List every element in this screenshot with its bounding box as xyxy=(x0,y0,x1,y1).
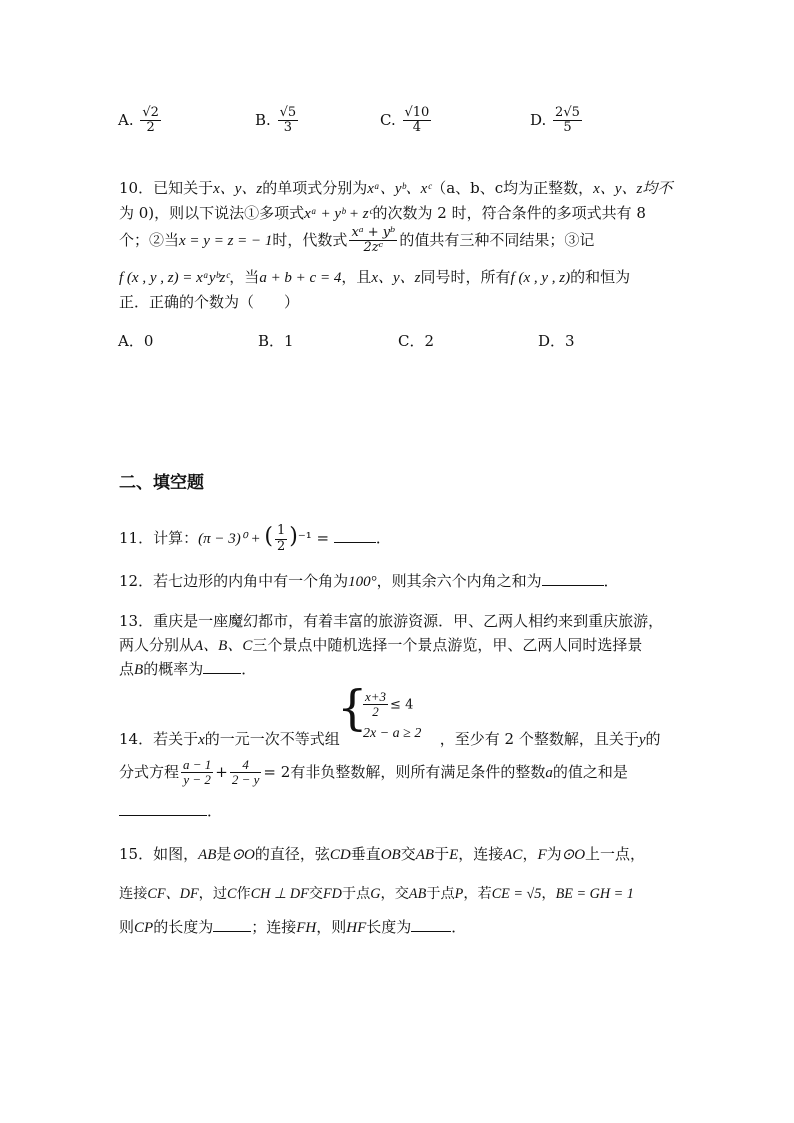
q15-answer-blank-2[interactable] xyxy=(411,931,451,932)
q10-line-1: 10．已知关于x、y、z的单项式分别为xᵃ、yᵇ、xᶜ（a、b、c均为正整数，x、y、z均不 xyxy=(119,179,673,197)
q10-line-5: 正．正确的个数为（ ） xyxy=(119,293,300,311)
q10-option-a[interactable]: A．0 xyxy=(118,332,154,350)
q10-line-4: f (x , y , z) = xᵃyᵇzᶜ，当a + b + c = 4，且x、y、z同号时，所有f (x , y , z)的和恒为 xyxy=(119,268,631,286)
q11-answer-blank[interactable] xyxy=(334,542,376,543)
q15-line-2: 连接CF、DF，过C作CH ⊥ DF交FD于点G，交AB于点P，若CE = √5，BE = GH = 1 xyxy=(119,886,634,902)
q13-line-2: 两人分别从A、B、C三个景点中随机选择一个景点游览，甲、乙两人同时选择景 xyxy=(119,636,643,654)
q15-line-1: 15．如图，AB是⊙O的直径，弦CD垂直OB交AB于E，连接AC，F为⊙O上一点， xyxy=(119,845,646,863)
section-heading: 二、填空题 xyxy=(119,473,204,493)
q9-option-d[interactable]: D. $\frac{2√5}{5}$ xyxy=(530,105,580,136)
question-12: 12．若七边形的内角中有一个角为100°，则其余六个内角之和为 ． xyxy=(119,572,619,590)
q9-option-a[interactable]: A. $\frac{√2}{2}$ xyxy=(118,105,159,136)
q14-answer-blank[interactable] xyxy=(119,815,207,816)
question-11: 11．计算：(π − 3)⁰ + ( $\frac{1}{2}$ )⁻¹ = ． xyxy=(119,523,391,554)
q14-line-1: 14．若关于x的一元一次不等式组 ，至少有 2 个整数解，且关于y的 xyxy=(119,730,661,748)
q12-answer-blank[interactable] xyxy=(542,585,604,586)
q10-line-2: 为 0)，则以下说法①多项式xᵃ + yᵇ + zᶜ的次数为 2 时，符合条件的多项式共有 8 xyxy=(119,204,646,222)
q13-line-3: 点B的概率为 ． xyxy=(119,660,257,678)
q13-line-1: 13．重庆是一座魔幻都市，有着丰富的旅游资源．甲、乙两人相约来到重庆旅游， xyxy=(119,612,664,630)
q10-option-c[interactable]: C．2 xyxy=(398,332,435,350)
brace-icon: { xyxy=(337,680,368,736)
q10-option-d[interactable]: D．3 xyxy=(538,332,575,350)
q15-line-3: 则CP的长度为 ；连接FH，则HF长度为 ． xyxy=(119,918,467,936)
q9-option-b[interactable]: B. $\frac{√5}{3}$ xyxy=(255,105,297,136)
q14-line-2: 分式方程 $\frac{a - 1}{y - 2}$ + $\frac{4}{2 - y}$ = 2有非负整数解，则所有满足条件的整数a的值之和是 xyxy=(119,757,628,788)
q10-option-b[interactable]: B．1 xyxy=(258,332,294,350)
q15-answer-blank-1[interactable] xyxy=(213,931,251,932)
q10-line-3: 个；②当x = y = z = − 1时，代数式 $\frac{\text{xᵃ + yᵇ}}{\text{2zᶜ}}$ 的值共有三种不同结果；③记 xyxy=(119,225,595,256)
q14-line-3: ． xyxy=(119,800,222,821)
q13-answer-blank[interactable] xyxy=(203,673,241,674)
q9-option-c[interactable]: C. $\frac{√10}{4}$ xyxy=(380,105,430,136)
